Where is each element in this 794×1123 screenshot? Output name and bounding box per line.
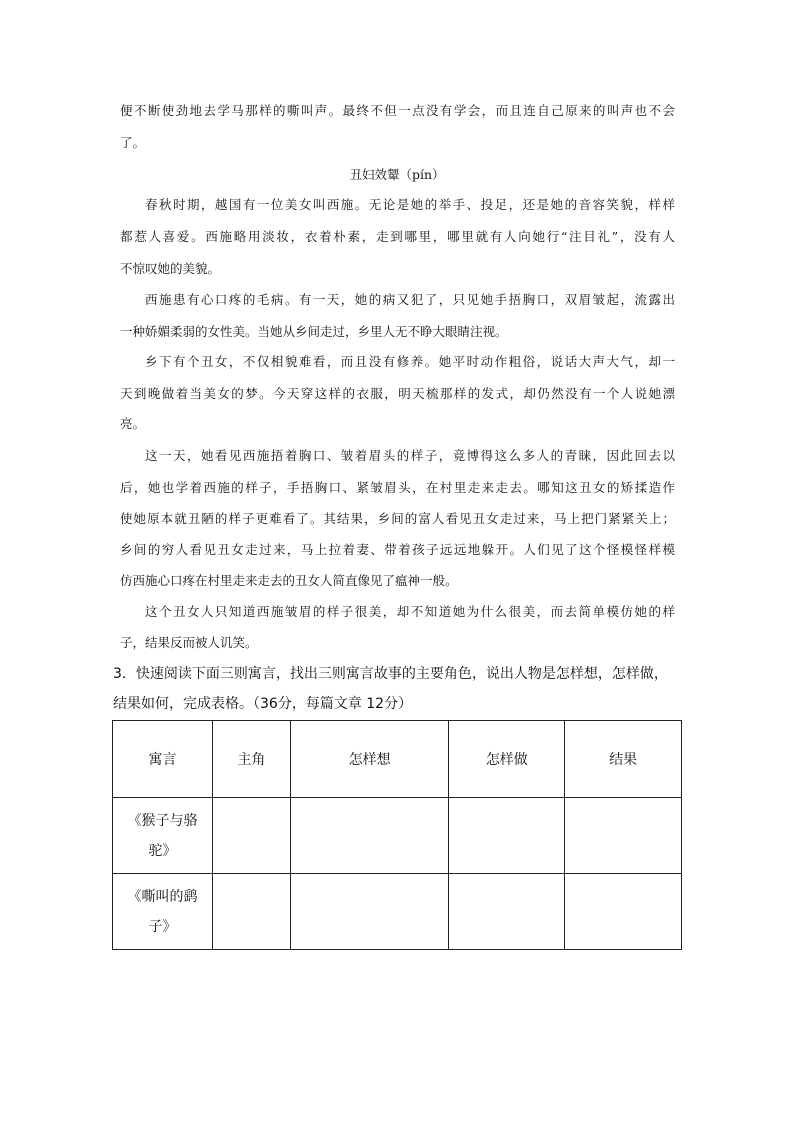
paragraph-line: 乡间的穷人看见丑女走过来，马上拉着妻、带着孩子远远地躲开。人们见了这个怪模怪样模 — [120, 542, 675, 557]
paragraph-line: 后，她也学着西施的样子，手捂胸口、紧皱眉头，在村里走来走去。哪知这丑女的矫揉造作 — [120, 480, 675, 495]
paragraph-line: 使她原本就丑陋的样子更难看了。其结果，乡间的富人看见丑女走过来，马上把门紧紧关上； — [120, 511, 675, 526]
paragraph-line: 一种娇媚柔弱的女性美。当她从乡间走过，乡里人无不睁大眼睛注视。 — [120, 324, 508, 339]
answer-table — [112, 720, 682, 950]
paragraph-line: 不惊叹她的美貌。 — [120, 261, 221, 276]
paragraph-line: 这个丑女人只知道西施皱眉的样子很美，却不知道她为什么很美，而去简单模仿她的样 — [145, 604, 675, 619]
paragraph-line: 这一天，她看见西施捂着胸口、皱着眉头的样子，竟博得这么多人的青睐，因此回去以 — [145, 448, 675, 463]
action-answer-cell[interactable] — [449, 874, 565, 950]
paragraph-line: 乡下有个丑女，不仅相貌难看，而且没有修养。她平时动作粗俗，说话大声大气，却一 — [145, 354, 675, 369]
paragraph-line: 亮。 — [120, 416, 146, 431]
fable-name-cell — [113, 874, 213, 950]
intro-line-1: 便不断使劲地去学马那样的嘶叫声。最终不但一点没有学会，而且连自己原来的叫声也不会 — [120, 103, 675, 118]
header-action: 怎样做 — [449, 721, 565, 798]
paragraph-line: 都惹人喜爱。西施略用淡妆，衣着朴素，走到哪里，哪里就有人向她行“注目礼”，没有人 — [120, 229, 675, 244]
header-result: 结果 — [565, 721, 682, 798]
action-answer-cell[interactable] — [449, 798, 565, 874]
paragraph-line: 子，结果反而被人讥笑。 — [120, 635, 258, 650]
table-row — [113, 798, 682, 874]
header-protagonist: 主角 — [212, 721, 290, 798]
result-answer-cell[interactable] — [565, 798, 682, 874]
question-text-line-1: 3．快速阅读下面三则寓言，找出三则寓言故事的主要角色，说出人物是怎样想，怎样做， — [113, 666, 668, 682]
paragraph-line: 仿西施心口疼在村里走来走去的丑女人简直像见了瘟神一般。 — [120, 573, 458, 588]
intro-line-2: 了。 — [120, 135, 146, 150]
fable-name: 《嘶叫的鹞子》 — [127, 888, 198, 935]
fable-name-cell — [113, 798, 213, 874]
paragraph-line: 天到晚做着当美女的梦。今天穿这样的衣服，明天梳那样的发式，却仍然没有一个人说她漂 — [120, 386, 675, 401]
thought-answer-cell[interactable] — [290, 798, 449, 874]
header-fable: 寓言 — [113, 721, 213, 798]
paragraph-line: 春秋时期，越国有一位美女叫西施。无论是她的举手、投足，还是她的音容笑貌，样样 — [145, 197, 675, 212]
table-header-row — [113, 721, 682, 798]
question-text-line-2: 结果如何，完成表格。（36分，每篇文章 12分） — [113, 696, 413, 712]
fable-name: 《猴子与骆驼》 — [127, 812, 198, 859]
table-row — [113, 874, 682, 950]
story-title: 丑妇效颦（pín） — [349, 167, 445, 182]
result-answer-cell[interactable] — [565, 874, 682, 950]
thought-answer-cell[interactable] — [290, 874, 449, 950]
protagonist-answer-cell[interactable] — [212, 798, 290, 874]
header-thought: 怎样想 — [290, 721, 449, 798]
paragraph-line: 西施患有心口疼的毛病。有一天，她的病又犯了，只见她手捂胸口，双眉皱起，流露出 — [145, 292, 675, 307]
protagonist-answer-cell[interactable] — [212, 874, 290, 950]
